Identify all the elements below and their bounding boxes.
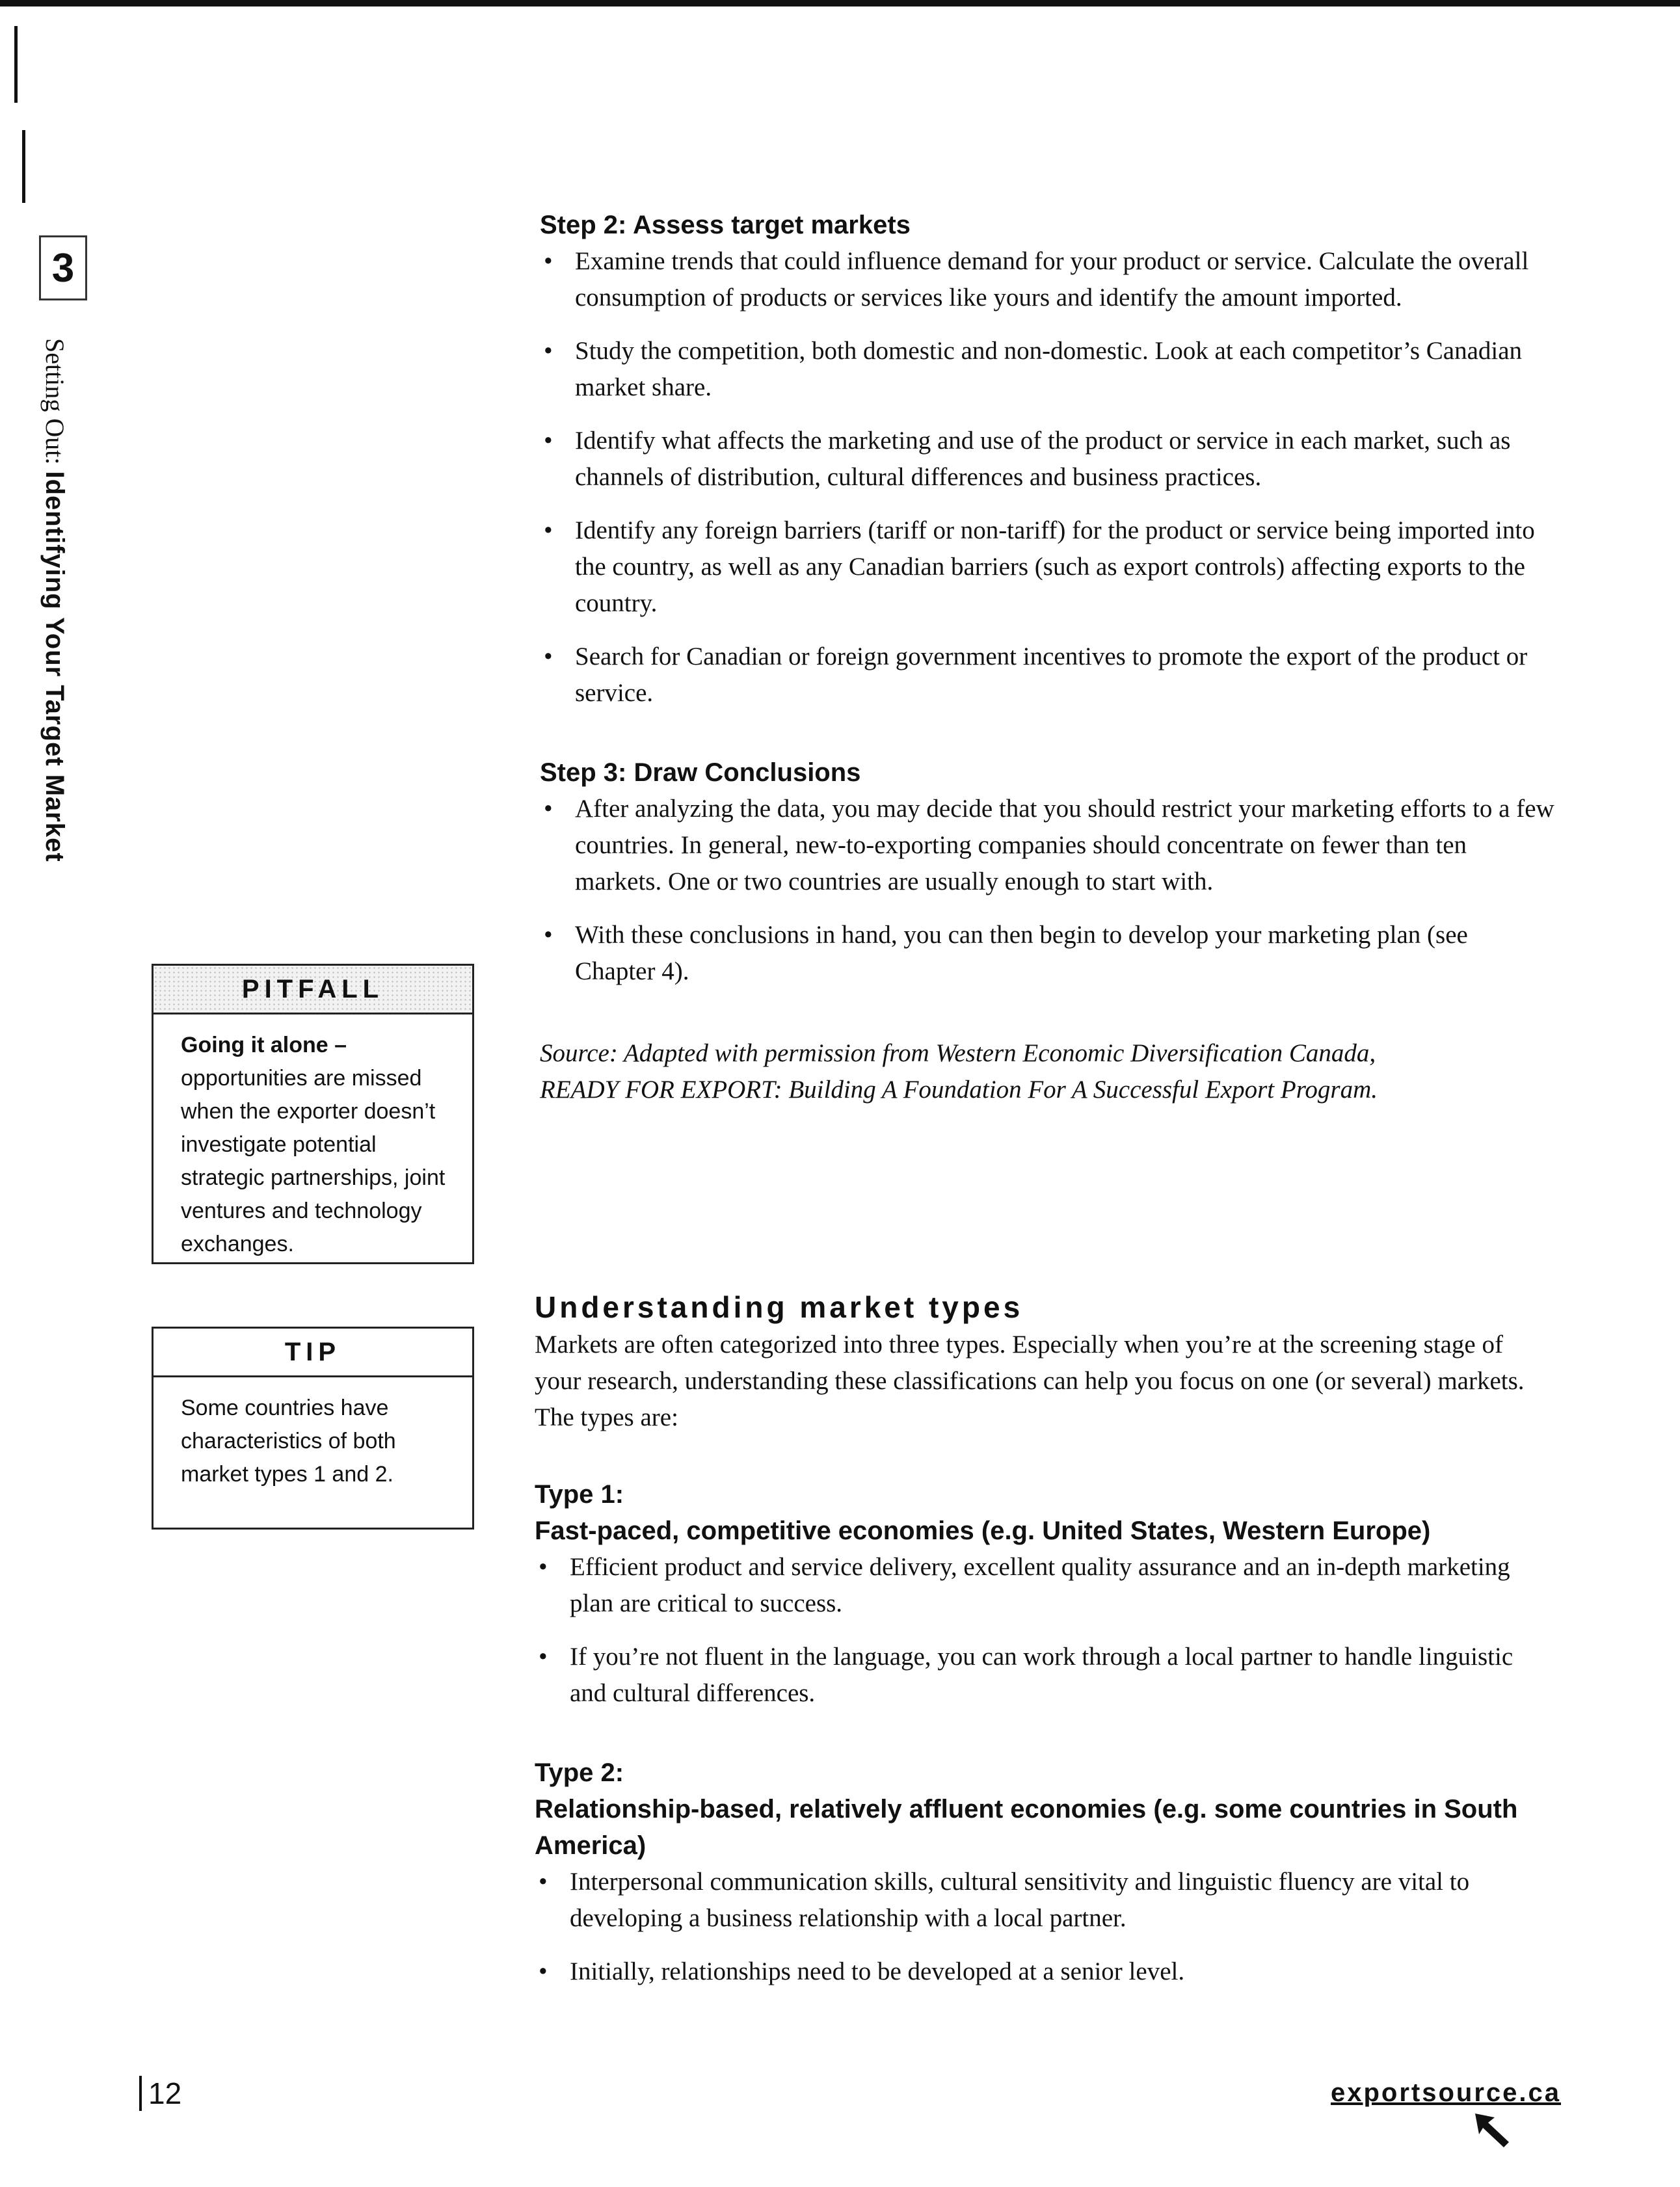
- pitfall-lead: Going it alone –: [181, 1033, 347, 1057]
- type2-label: Type 2:: [535, 1758, 624, 1787]
- main-column-bottom: [535, 1288, 1554, 2007]
- list-item: • Efficient product and service delivery, excellent quality assurance and an in-depth marketing plan are critical to success.: [535, 1549, 1554, 1622]
- list-item: • Study the competition, both domestic and non-domestic. Look at each competitor’s Canadian market share.: [540, 333, 1554, 406]
- type1-title: Fast-paced, competitive economies (e.g. United States, Western Europe): [535, 1517, 1431, 1545]
- list-item: • Interpersonal communication skills, cultural sensitivity and linguistic fluency are vital to developing a business relationship with a local partner.: [535, 1864, 1554, 1937]
- list-item: • With these conclusions in hand, you can then begin to develop your marketing plan (see Chapter 4).: [540, 917, 1554, 990]
- step3-heading: Step 3: Draw Conclusions: [540, 758, 861, 787]
- list-item: • Identify what affects the marketing and use of the product or service in each market, such as channels of distribution, cultural differences and business practices.: [540, 423, 1554, 496]
- left-edge-mark: [22, 130, 25, 203]
- top-edge-rule: [0, 0, 1680, 7]
- tip-text: Some countries have characteristics of both market types 1 and 2.: [181, 1396, 396, 1487]
- running-title: [40, 338, 70, 862]
- tip-box: [152, 1327, 474, 1530]
- page-number: 12: [139, 2076, 181, 2111]
- type1-list: [535, 1549, 1554, 1712]
- source-line: Source: Adapted with permission from Western Economic Diversification Canada,: [540, 1039, 1376, 1067]
- source-citation: [540, 1035, 1554, 1108]
- arrow-cursor-icon: [1475, 2114, 1515, 2153]
- pitfall-text: opportunities are missed when the exporter doesn’t investigate potential strategic partnerships, joint ventures and technology exchanges.: [181, 1066, 446, 1256]
- step2-list: [540, 243, 1554, 711]
- type2-title: Relationship-based, relatively affluent economies (e.g. some countries in South America): [535, 1795, 1518, 1860]
- section-intro: Markets are often categorized into three types. Especially when you’re at the screening stage of your research, understanding these classifications can help you focus on one (or several) markets. The types are:: [535, 1331, 1525, 1431]
- list-item: • Identify any foreign barriers (tariff or non-tariff) for the product or service being imported into the country, as well as any Canadian barriers (such as export controls) affecting exports to the country.: [540, 512, 1554, 622]
- chapter-number-badge: [39, 235, 87, 300]
- section-heading: Understanding market types: [535, 1290, 1024, 1324]
- source-line: READY FOR EXPORT: Building A Foundation For A Successful Export Program.: [540, 1076, 1378, 1104]
- list-item: • Examine trends that could influence demand for your product or service. Calculate the overall consumption of products or services like yours and identify the amount imported.: [540, 243, 1554, 316]
- website-link[interactable]: exportsource.ca: [1331, 2078, 1562, 2107]
- list-item: • After analyzing the data, you may decide that you should restrict your marketing efforts to a few countries. In general, new-to-exporting companies should concentrate on fewer than ten markets. One or two countries are usually enough to start with.: [540, 791, 1554, 900]
- list-item: • Search for Canadian or foreign government incentives to promote the export of the product or service.: [540, 639, 1554, 711]
- list-item: • Initially, relationships need to be developed at a senior level.: [535, 1954, 1554, 1990]
- running-title-text: Identifying Your Target Market: [40, 471, 69, 862]
- pitfall-box: [152, 964, 474, 1264]
- chapter-number: 3: [51, 245, 75, 291]
- tip-title: TIP: [153, 1329, 472, 1377]
- step3-list: [540, 791, 1554, 990]
- left-edge-mark: [14, 26, 18, 103]
- step2-heading: Step 2: Assess target markets: [540, 211, 911, 239]
- type1-label: Type 1:: [535, 1480, 624, 1509]
- list-item: • If you’re not fluent in the language, you can work through a local partner to handle linguistic and cultural differences.: [535, 1639, 1554, 1712]
- main-column-top: [540, 207, 1554, 1108]
- running-title-prefix: Setting Out:: [40, 338, 70, 465]
- type2-list: [535, 1864, 1554, 1990]
- pitfall-title: PITFALL: [153, 966, 472, 1014]
